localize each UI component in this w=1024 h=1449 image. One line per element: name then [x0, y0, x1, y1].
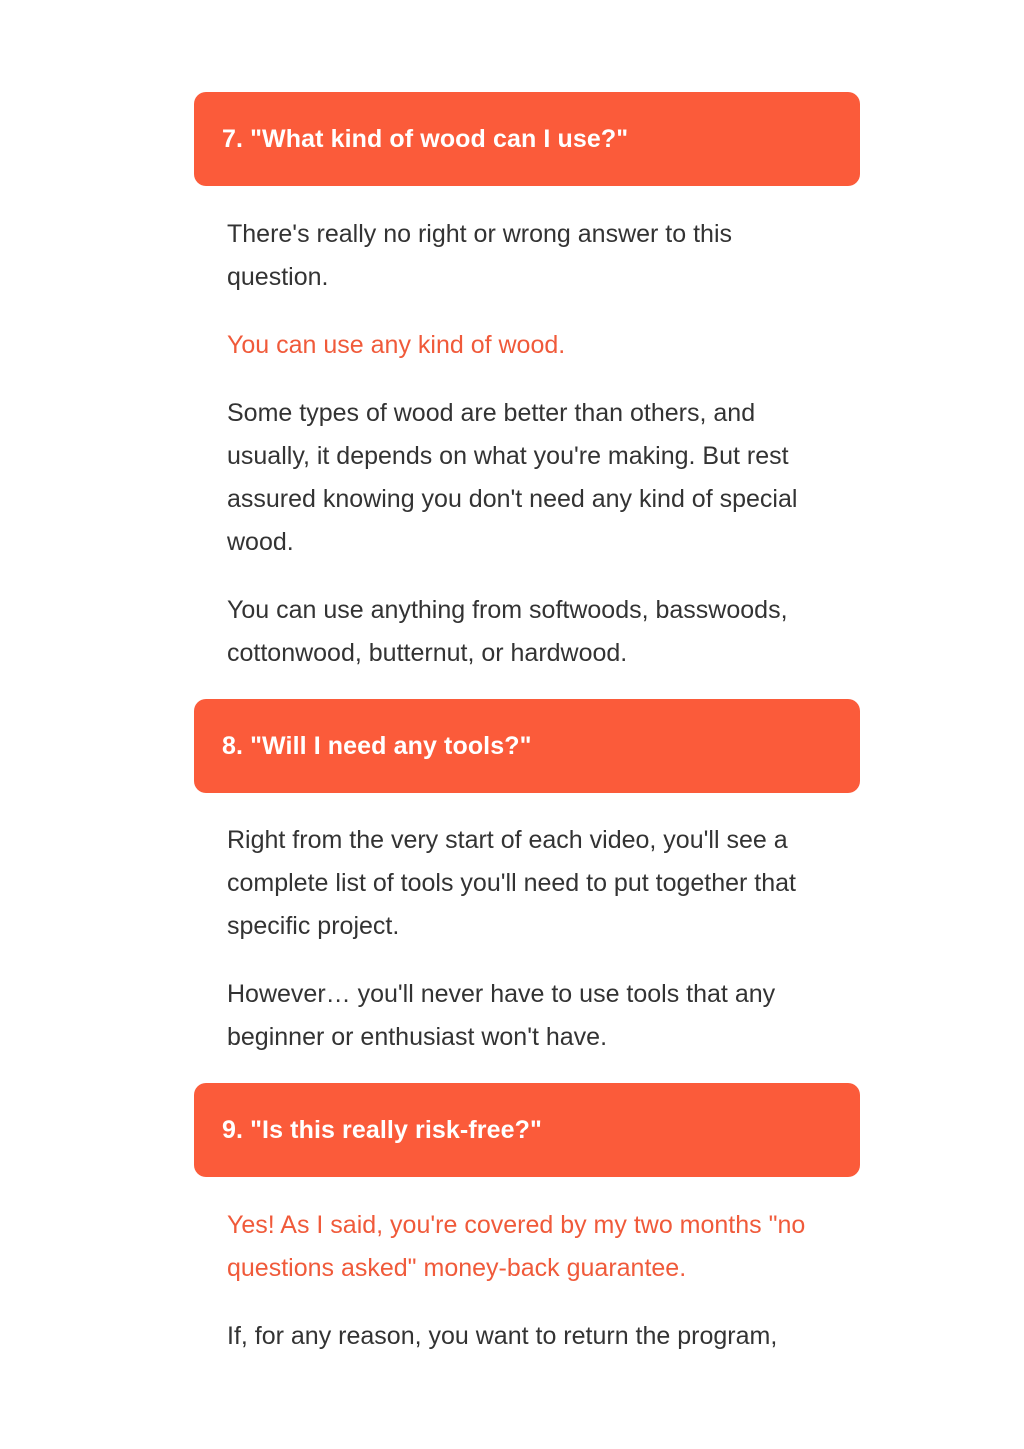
- faq-8-header: [194, 699, 860, 793]
- faq-9-paragraph-2: If, for any reason, you want to return the program,: [227, 1322, 778, 1350]
- faq-8-body: [227, 819, 837, 1084]
- faq-8-paragraph-2: However… you'll never have to use tools that any beginner or enthusiast won't have.: [227, 980, 776, 1051]
- faq-7-title: 7. "What kind of wood can I use?": [222, 124, 629, 153]
- faq-7-highlight: You can use any kind of wood.: [227, 331, 566, 359]
- faq-8-paragraph-1: Right from the very start of each video, you'll see a complete list of tools you'll need to put together that specific project.: [227, 826, 797, 940]
- faq-9-header: [194, 1083, 860, 1177]
- faq-9-body: [227, 1204, 837, 1383]
- faq-7-body: [227, 213, 837, 700]
- faq-7-paragraph-4: You can use anything from softwoods, basswoods, cottonwood, butternut, or hardwood.: [227, 596, 788, 667]
- faq-9-highlight: Yes! As I said, you're covered by my two months "no questions asked" money-back guarantee.: [227, 1211, 806, 1282]
- faq-9-title: 9. "Is this really risk-free?": [222, 1115, 542, 1144]
- faq-7-paragraph-3: Some types of wood are better than others, and usually, it depends on what you're making. But rest assured knowing you don't need any kind of special wood.: [227, 399, 798, 556]
- faq-7-paragraph-1: There's really no right or wrong answer to this question.: [227, 220, 732, 291]
- faq-8-title: 8. "Will I need any tools?": [222, 731, 532, 760]
- faq-7-header: [194, 92, 860, 186]
